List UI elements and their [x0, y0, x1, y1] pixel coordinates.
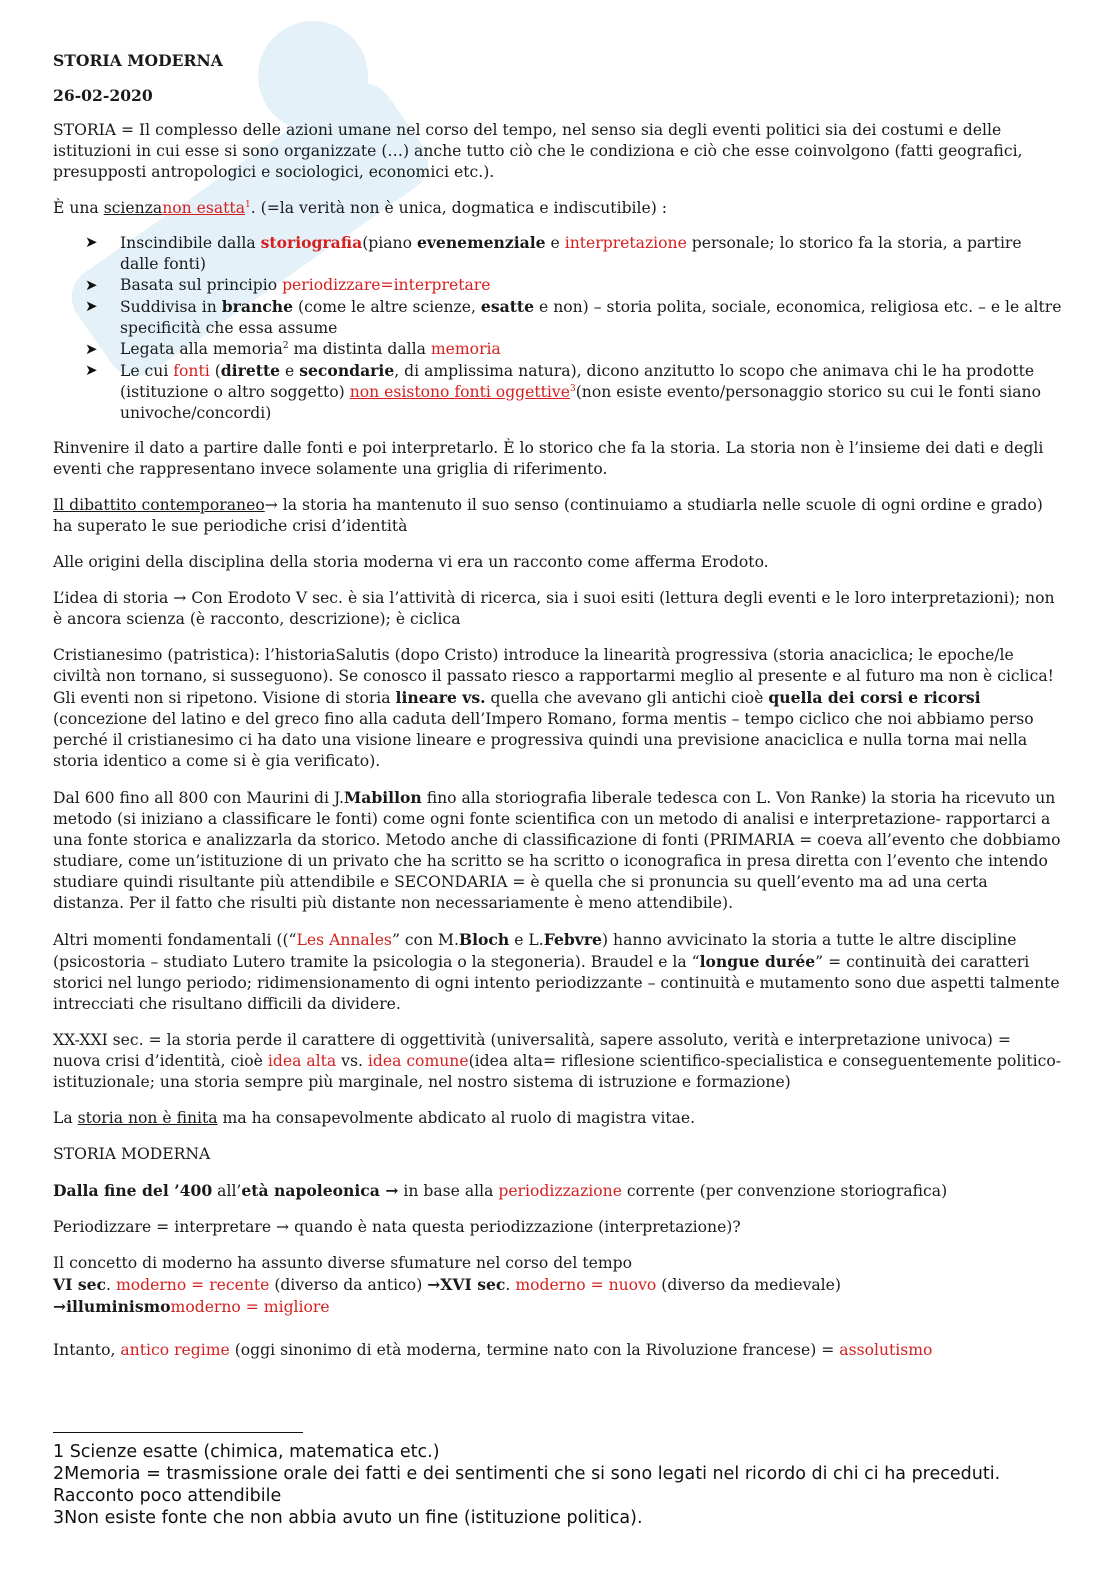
document-heading: STORIA MODERNA — [53, 51, 223, 70]
footnote-ref-2[interactable]: 2 — [282, 340, 289, 351]
paragraph-dibattito: Il dibattito contemporaneo→ la storia ha mantenuto il suo senso (continuiamo a studiarla nelle scuole di ogni ordine e grado) ha superato le sue periodiche crisi d’identità — [53, 496, 1043, 535]
document-body — [53, 50, 1063, 1376]
list-item: ➤ Le cui fonti (dirette e secondarie, di amplissima natura), dicono anzitutto lo scopo che animava chi le ha prodotte (istituzione o altro soggetto) non esistono fonti oggettive$^3$(non esiste evento/personaggio storico su cui le fonti siano univoche/concordi) — [85, 361, 1041, 422]
footnote-separator — [53, 1432, 303, 1433]
paragraph-periodo: Dalla fine del ’400 all’età napoleonica → in base alla periodizzazione corrente (per convenzione storiografica) — [53, 1181, 948, 1200]
arrowhead-bullet-icon: ➤ — [85, 361, 98, 379]
arrowhead-bullet-icon: ➤ — [85, 233, 98, 251]
paragraph-antico-regime: Intanto, antico regime (oggi sinonimo di età moderna, termine nato con la Rivoluzione francese) = assolutismo — [53, 1341, 933, 1359]
arrowhead-bullet-icon: ➤ — [85, 276, 98, 294]
footnote-ref-3[interactable]: 3 — [569, 383, 576, 394]
paragraph-scienza: È una scienzanon esatta$^1$. (=la verità non è unica, dogmatica e indiscutibile) : — [53, 199, 668, 217]
footnotes — [53, 1432, 1063, 1529]
footnote-1: 1 Scienze esatte (chimica, matematica etc.) — [53, 1442, 440, 1462]
footnote-3: 3Non esiste fonte che non abbia avuto un fine (istituzione politica). — [53, 1508, 643, 1528]
list-item: ➤ Basata sul principio periodizzare=interpretare — [85, 276, 491, 294]
paragraph-origini: Alle origini della disciplina della storia moderna vi era un racconto come afferma Erodoto. — [53, 553, 769, 571]
paragraph-cristianesimo: Cristianesimo (patristica): l’historiaSalutis (dopo Cristo) introduce la linearità progressiva (storia anaciclica; le epoche/le civiltà non tornano, si susseguono). Se conosco il passato riesco a rapportarmi meglio al presente e al futuro ma non è ciclica! Gli eventi non si ripetono. Visione di storia lineare vs. quella che avevano gli antichi cioè quella dei corsi e ricorsi (concezione del latino e del greco fino alla caduta dell’Impero Romano, forma mentis – tempo ciclico che noi abbiamo perso perché il cristianesimo ci ha dato una visione lineare e progressiva quindi una previsione anaciclica e nulla torna mai nella storia identico a come si è gia verificato). — [53, 646, 1054, 770]
footnote-2: 2Memoria = trasmissione orale dei fatti e dei sentimenti che si sono legati nel ricordo di chi ci ha preceduti. Racconto poco attendibile — [53, 1464, 1001, 1506]
list-item: ➤ Legata alla memoria$^2$ ma distinta dalla memoria — [85, 340, 501, 358]
paragraph-magistra: La storia non è finita ma ha consapevolmente abdicato al ruolo di magistra vitae. — [53, 1109, 696, 1127]
paragraph-fonti: Rinvenire il dato a partire dalle fonti e poi interpretarlo. È lo storico che fa la storia. La storia non è l’insieme dei dati e degli eventi che rappresentano invece solamente una griglia di riferimento. — [53, 439, 1044, 478]
paragraph-xx-xxi: XX-XXI sec. = la storia perde il carattere di oggettività (universalità, sapere assoluto, verità e interpretazione univoca) = nuova crisi d’identità, cioè idea alta vs. idea comune(idea alta= riflesione scientifico-specialistica e conseguentemente politico-istituzionale; una storia sempre più marginale, nel nostro sistema di istruzione e formazione) — [53, 1031, 1062, 1091]
list-item: ➤ Inscindibile dalla storiografia(piano evenemenziale e interpretazione personale; lo storico fa la storia, a partire dalle fonti) — [85, 233, 1022, 273]
paragraph-definition: STORIA = Il complesso delle azioni umane nel corso del tempo, nel senso sia degli eventi politici sia dei costumi e delle istituzioni in cui esse si sono organizzate (…) anche tutto ciò che le condiziona e ciò che esse coinvolgono (fatti geografici, presupposti antropologici e sociologici, economici etc.). — [53, 121, 1023, 181]
section-heading: STORIA MODERNA — [53, 1145, 211, 1163]
arrowhead-bullet-icon: ➤ — [85, 340, 98, 358]
document-date: 26-02-2020 — [53, 86, 153, 105]
list-item: ➤ Suddivisa in branche (come le altre scienze, esatte e non) – storia polita, sociale, economica, religiosa etc. – e le altre specificità che essa assume — [85, 297, 1062, 337]
paragraph-erodoto: L’idea di storia → Con Erodoto V sec. è sia l’attività di ricerca, sia i suoi esiti (lettura degli eventi e le loro interpretazioni); non è ancora scienza (è racconto, descrizione); è ciclica — [53, 589, 1055, 628]
paragraph-periodizzare: Periodizzare = interpretare → quando è nata questa periodizzazione (interpretazione)? — [53, 1218, 741, 1236]
paragraph-annales: Altri momenti fondamentali ((“Les Annales” con M.Bloch e L.Febvre) hanno avvicinato la storia a tutte le altre discipline (psicostoria – studiato Lutero tramite la psicologia o la stegoneria). Braudel e la “longue durée” = continuità dei caratteri storici nel lungo periodo; ridimensionamento di ogni intento periodizzante – continuità e mutamento sono due aspetti talmente intrecciati che risultano difficili da dividere. — [53, 930, 1060, 1013]
paragraph-moderno: Il concetto di moderno ha assunto diverse sfumature nel corso del tempo VI sec. moderno = recente (diverso da antico) →XVI sec. moderno = nuovo (diverso da medievale) →illuminismomoderno = migliore — [53, 1254, 841, 1316]
arrowhead-bullet-icon: ➤ — [85, 297, 98, 315]
paragraph-metodo: Dal 600 fino all 800 con Maurini di J.Mabillon fino alla storiografia liberale tedesca con L. Von Ranke) la storia ha ricevuto un metodo (si iniziano a classificare le fonti) come ogni fonte scientifica con un metodo di analisi e interpretazione- rapportarci a una fonte storica e analizzarla da storico. Metodo anche di classificazione di fonti (PRIMARIA = coeva all’evento che dobbiamo studiare, come un’istituzione di un privato che ha scritto se ha scritto o iconografica in presa diretta con l’evento che intendo studiare quindi risultante più attendibile e SECONDARIA = è quella che si pronuncia su quell’evento ma ad una certa distanza. Per il fatto che risulti più distante non necessariamente è meno attendibile). — [53, 788, 1061, 912]
bullet-list — [53, 232, 1063, 424]
footnote-ref-1[interactable]: 1 — [245, 199, 251, 210]
